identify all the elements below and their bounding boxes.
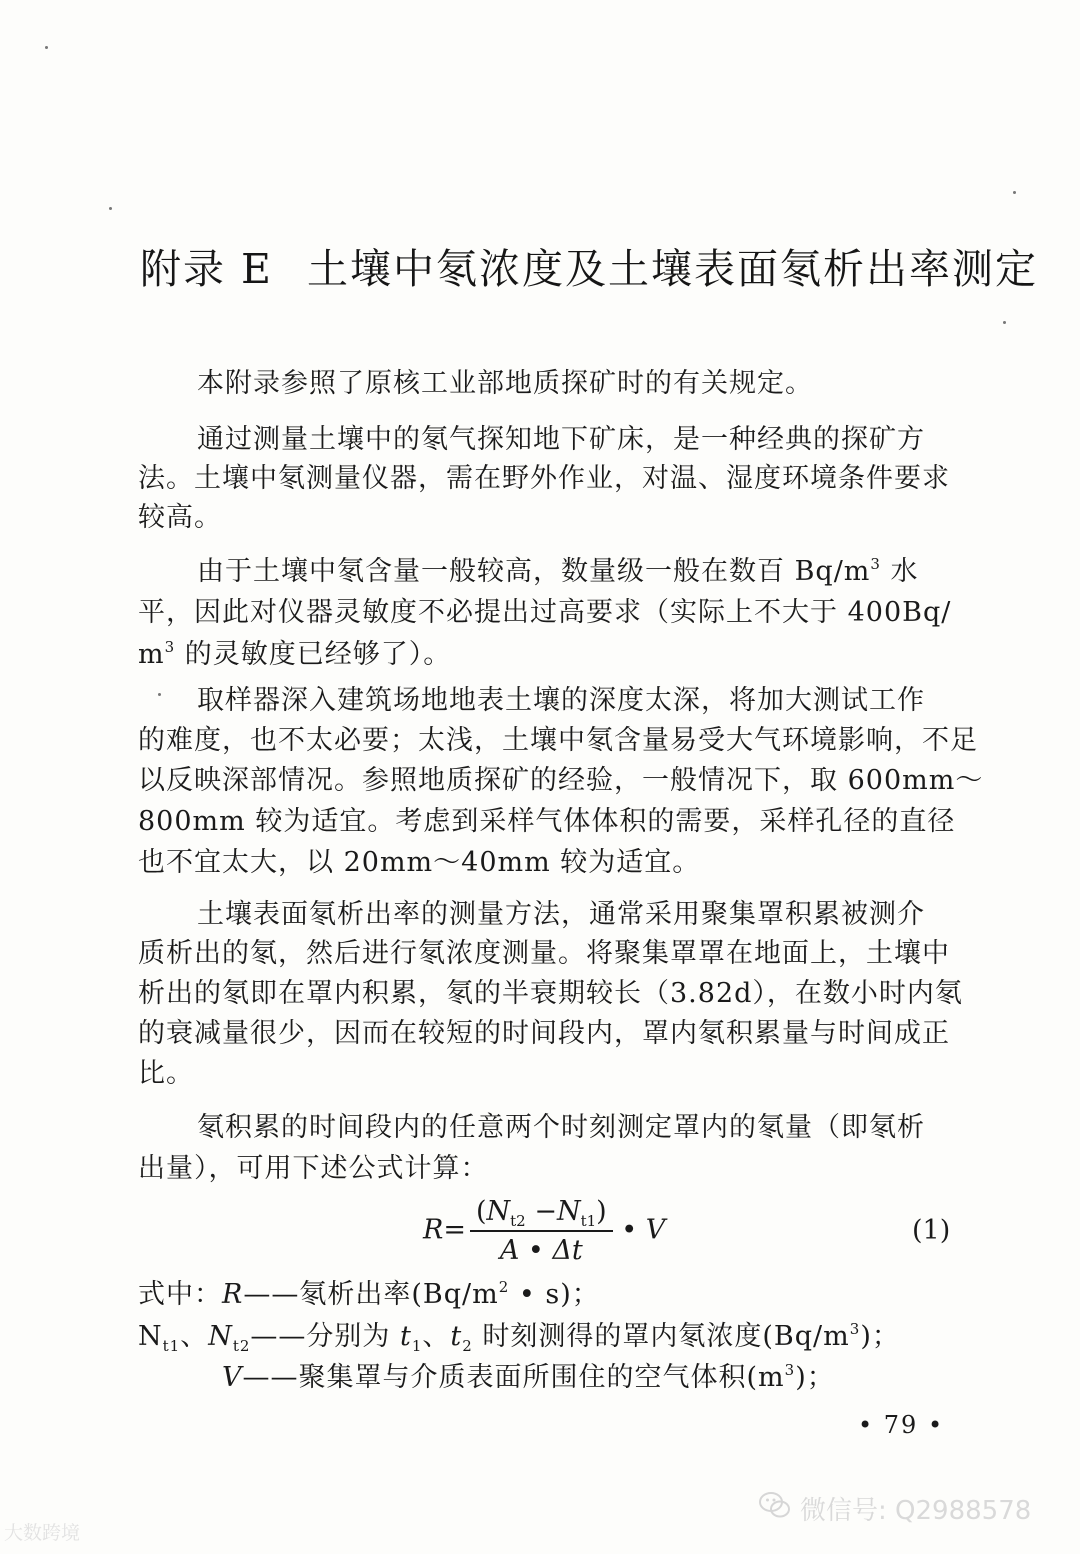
paragraph-line: 氡积累的时间段内的任意两个时刻测定罩内的氡量（即氡析 bbox=[197, 1112, 925, 1143]
wechat-icon bbox=[758, 1488, 792, 1522]
formula-operator: − bbox=[534, 1196, 557, 1227]
paragraph-line: 也不宜太大，以 20mm～40mm 较为适宜。 bbox=[138, 847, 701, 878]
paragraph-line bbox=[138, 638, 451, 672]
definition-line bbox=[138, 1320, 900, 1354]
paragraph-line: 土壤表面氡析出率的测量方法，通常采用聚集罩积累被测介 bbox=[197, 899, 925, 930]
superscript: 3 bbox=[849, 1320, 861, 1338]
formula-symbol: N bbox=[208, 1321, 233, 1352]
formula-symbol: V bbox=[645, 1214, 666, 1246]
paragraph-line: 的难度，也不太必要；太浅，土壤中氡含量易受大气环境影响，不足 bbox=[138, 725, 978, 756]
subscript: t1 bbox=[580, 1212, 597, 1230]
formula-symbol: A bbox=[499, 1235, 520, 1266]
text-run: ——聚集罩与介质表面所围住的空气体积(m bbox=[242, 1362, 785, 1393]
formula-symbol: R bbox=[222, 1279, 244, 1310]
subscript: t1 bbox=[162, 1337, 181, 1355]
formula-paren: ( bbox=[475, 1196, 487, 1227]
paragraph-line: 出量），可用下述公式计算： bbox=[138, 1153, 489, 1184]
superscript: 3 bbox=[164, 638, 176, 656]
subscript: t2 bbox=[232, 1337, 251, 1355]
scan-speck bbox=[109, 207, 112, 210]
scan-speck bbox=[1003, 321, 1006, 324]
paragraph-line: 通过测量土壤中的氡气探知地下矿床，是一种经典的探矿方 bbox=[197, 424, 925, 455]
formula-symbol: Δt bbox=[552, 1235, 583, 1266]
subscript: 1 bbox=[411, 1337, 423, 1355]
corner-watermark: 大数跨境 bbox=[4, 1522, 81, 1544]
formula-symbol: N bbox=[486, 1196, 511, 1227]
text-run: 、 bbox=[422, 1321, 451, 1352]
text-run: 由于土壤中氡含量一般较高，数量级一般在数百 Bq/m bbox=[197, 556, 871, 587]
superscript: 3 bbox=[784, 1361, 796, 1379]
formula-symbol: t bbox=[450, 1321, 463, 1352]
scan-speck bbox=[158, 693, 161, 696]
text-run: m bbox=[138, 639, 165, 670]
paragraph-line: 法。土壤中氡测量仪器，需在野外作业，对温、湿度环境条件要求 bbox=[138, 463, 950, 494]
fraction-denominator bbox=[470, 1232, 613, 1266]
formula-fraction bbox=[470, 1196, 613, 1266]
page-title bbox=[140, 236, 1038, 295]
text-run: 的灵敏度已经够了）。 bbox=[184, 639, 452, 670]
text-run: ——分别为 bbox=[250, 1321, 391, 1352]
text-run: 、 bbox=[180, 1321, 209, 1352]
equation-number: (1) bbox=[912, 1215, 951, 1246]
formula-operator: • bbox=[612, 1214, 646, 1246]
scan-speck bbox=[45, 46, 48, 49]
text-run: 式中： bbox=[138, 1279, 222, 1310]
paragraph-line: 较高。 bbox=[138, 502, 222, 533]
paragraph-line: 以反映深部情况。参照地质探矿的经验，一般情况下，取 600mm～ bbox=[138, 765, 984, 796]
formula-operator: = bbox=[443, 1214, 466, 1246]
subscript: 2 bbox=[462, 1337, 473, 1355]
paragraph-line: 本附录参照了原核工业部地质探矿时的有关规定。 bbox=[197, 368, 813, 399]
superscript: 2 bbox=[498, 1278, 510, 1296]
paragraph-line: 的衰减量很少，因而在较短的时间段内，罩内氡积累量与时间成正 bbox=[138, 1018, 950, 1049]
formula-symbol: t bbox=[400, 1321, 412, 1352]
scan-speck bbox=[1013, 191, 1016, 194]
formula bbox=[423, 1196, 665, 1266]
formula-symbol: N bbox=[138, 1321, 163, 1352]
formula-symbol: N bbox=[556, 1196, 581, 1227]
subscript: t2 bbox=[510, 1212, 526, 1230]
paragraph-line bbox=[197, 555, 919, 589]
page-number: • 79 • bbox=[858, 1411, 945, 1439]
text-run: )； bbox=[860, 1321, 900, 1352]
paragraph-line: 平，因此对仪器灵敏度不必提出过高要求（实际上不大于 400Bq/ bbox=[138, 597, 952, 628]
text-run: ——氡析出率(Bq/m bbox=[243, 1279, 499, 1310]
superscript: 3 bbox=[870, 555, 881, 573]
formula-symbol: R bbox=[423, 1214, 444, 1246]
formula-paren: ) bbox=[596, 1196, 607, 1227]
appendix-label: 附录 E bbox=[140, 245, 273, 293]
paragraph-line: 质析出的氡，然后进行氡浓度测量。将聚集罩罩在地面上，土壤中 bbox=[138, 938, 950, 969]
formula-symbol: V bbox=[222, 1362, 243, 1393]
paragraph-line: 800mm 较为适宜。考虑到采样气体体积的需要，采样孔径的直径 bbox=[138, 806, 956, 837]
appendix-title: 土壤中氡浓度及土壤表面氡析出率测定 bbox=[306, 245, 1038, 293]
text-run: )； bbox=[795, 1362, 835, 1393]
paragraph-line: 比。 bbox=[138, 1058, 194, 1089]
definition-line bbox=[222, 1361, 835, 1395]
text-run: • s)； bbox=[509, 1279, 600, 1310]
fraction-numerator bbox=[470, 1196, 613, 1232]
paragraph-line: 析出的氡即在罩内积累，氡的半衰期较长（3.82d），在数小时内氡 bbox=[138, 978, 963, 1009]
wechat-watermark: 微信号: Q2988578 bbox=[800, 1496, 1032, 1526]
text-run: 水 bbox=[890, 556, 919, 587]
definition-line bbox=[138, 1278, 600, 1312]
text-run: 时刻测得的罩内氡浓度(Bq/m bbox=[472, 1321, 850, 1352]
paragraph-line: 取样器深入建筑场地地表土壤的深度太深，将加大测试工作 bbox=[197, 685, 925, 716]
formula-operator: • bbox=[519, 1235, 553, 1266]
